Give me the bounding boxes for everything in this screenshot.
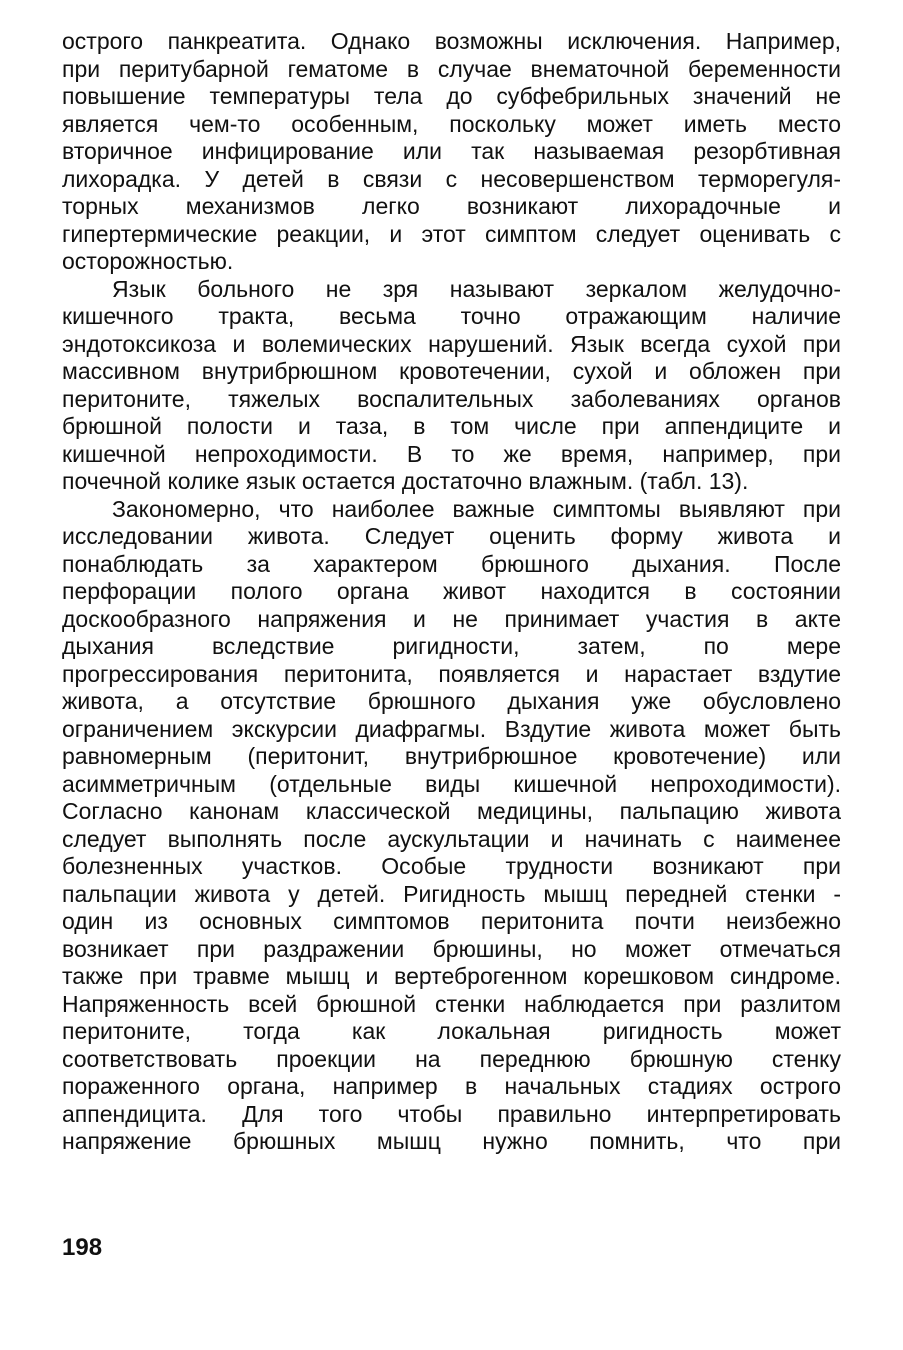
text-line: равномерным (перитонит, внутрибрюшное кровотечение) или	[62, 743, 841, 769]
text-line: понаблюдать за характером брюшного дыхания. После	[62, 550, 841, 577]
text-line: пораженного органа, например в начальных стадиях острого	[62, 1073, 841, 1099]
text-line: дыхания вследствие ригидности, затем, по мере	[62, 633, 841, 659]
text-line: эндотоксикоза и волемических нарушений. Язык всегда сухой при	[62, 330, 841, 357]
text-line: вторичное инфицирование или так называемая резорбтивная	[62, 138, 841, 164]
text-line: массивном внутрибрюшном кровотечении, сухой и обложен при	[62, 358, 841, 384]
text-line: Закономерно, что наиболее важные симптомы выявляют при	[112, 495, 841, 522]
text-line: напряжение брюшных мышц нужно помнить, что при	[62, 1128, 841, 1154]
text-line: брюшной полости и таза, в том числе при аппендиците и	[62, 413, 841, 439]
text-line: также при травме мышц и вертеброгенном корешковом синдроме.	[62, 963, 841, 989]
text-line: перфорации полого органа живот находится в состоянии	[62, 578, 841, 604]
text-line: возникает при раздражении брюшины, но может отмечаться	[62, 935, 841, 962]
page-number: 198	[62, 1234, 103, 1261]
text-line: исследовании живота. Следует оценить форму живота и	[62, 523, 841, 549]
text-line: перитоните, тяжелых воспалительных заболеваниях органов	[62, 385, 841, 412]
text-line: торных механизмов легко возникают лихорадочные и	[62, 193, 841, 219]
body-text	[62, 28, 841, 1156]
text-line: следует выполнять после аускультации и начинать с наименее	[62, 825, 841, 852]
text-line: кишечного тракта, весьма точно отражающим наличие	[62, 303, 841, 329]
text-line: перитоните, тогда как локальная ригидность может	[62, 1018, 841, 1044]
text-line: повышение температуры тела до субфебрильных значений не	[62, 83, 841, 109]
text-line: осторожностью.	[62, 248, 234, 274]
text-line: Согласно канонам классической медицины, пальпацию живота	[62, 798, 841, 824]
text-line: соответствовать проекции на переднюю брюшную стенку	[62, 1045, 841, 1072]
text-line: болезненных участков. Особые трудности возникают при	[62, 853, 841, 879]
text-line: доскообразного напряжения и не принимает участия в акте	[62, 605, 841, 632]
text-line: один из основных симптомов перитонита почти неизбежно	[62, 908, 841, 934]
text-line: является чем-то особенным, поскольку может иметь место	[62, 110, 841, 137]
text-line: Язык больного не зря называют зеркалом желудочно-	[112, 275, 841, 302]
text-line: при перитубарной гематоме в случае внематочной беременности	[62, 55, 841, 82]
text-line: острого панкреатита. Однако возможны исключения. Например,	[62, 28, 841, 54]
text-line: асимметричным (отдельные виды кишечной непроходимости).	[62, 770, 841, 797]
text-line: ограничением экскурсии диафрагмы. Вздутие живота может быть	[62, 715, 841, 742]
text-line: лихорадка. У детей в связи с несовершенством терморегуля-	[62, 165, 841, 192]
text-line: кишечной непроходимости. В то же время, например, при	[62, 440, 841, 467]
text-line: прогрессирования перитонита, появляется и нарастает вздутие	[62, 660, 841, 687]
text-line: Напряженность всей брюшной стенки наблюдается при разлитом	[62, 990, 841, 1017]
text-line: почечной колике язык остается достаточно влажным. (табл. 13).	[62, 468, 749, 494]
text-line: живота, а отсутствие брюшного дыхания уже обусловлено	[62, 688, 841, 714]
text-line: аппендицита. Для того чтобы правильно интерпретировать	[62, 1100, 841, 1127]
text-line: пальпации живота у детей. Ригидность мышц передней стенки -	[62, 880, 841, 907]
text-line: гипертермические реакции, и этот симптом следует оценивать с	[62, 220, 841, 247]
